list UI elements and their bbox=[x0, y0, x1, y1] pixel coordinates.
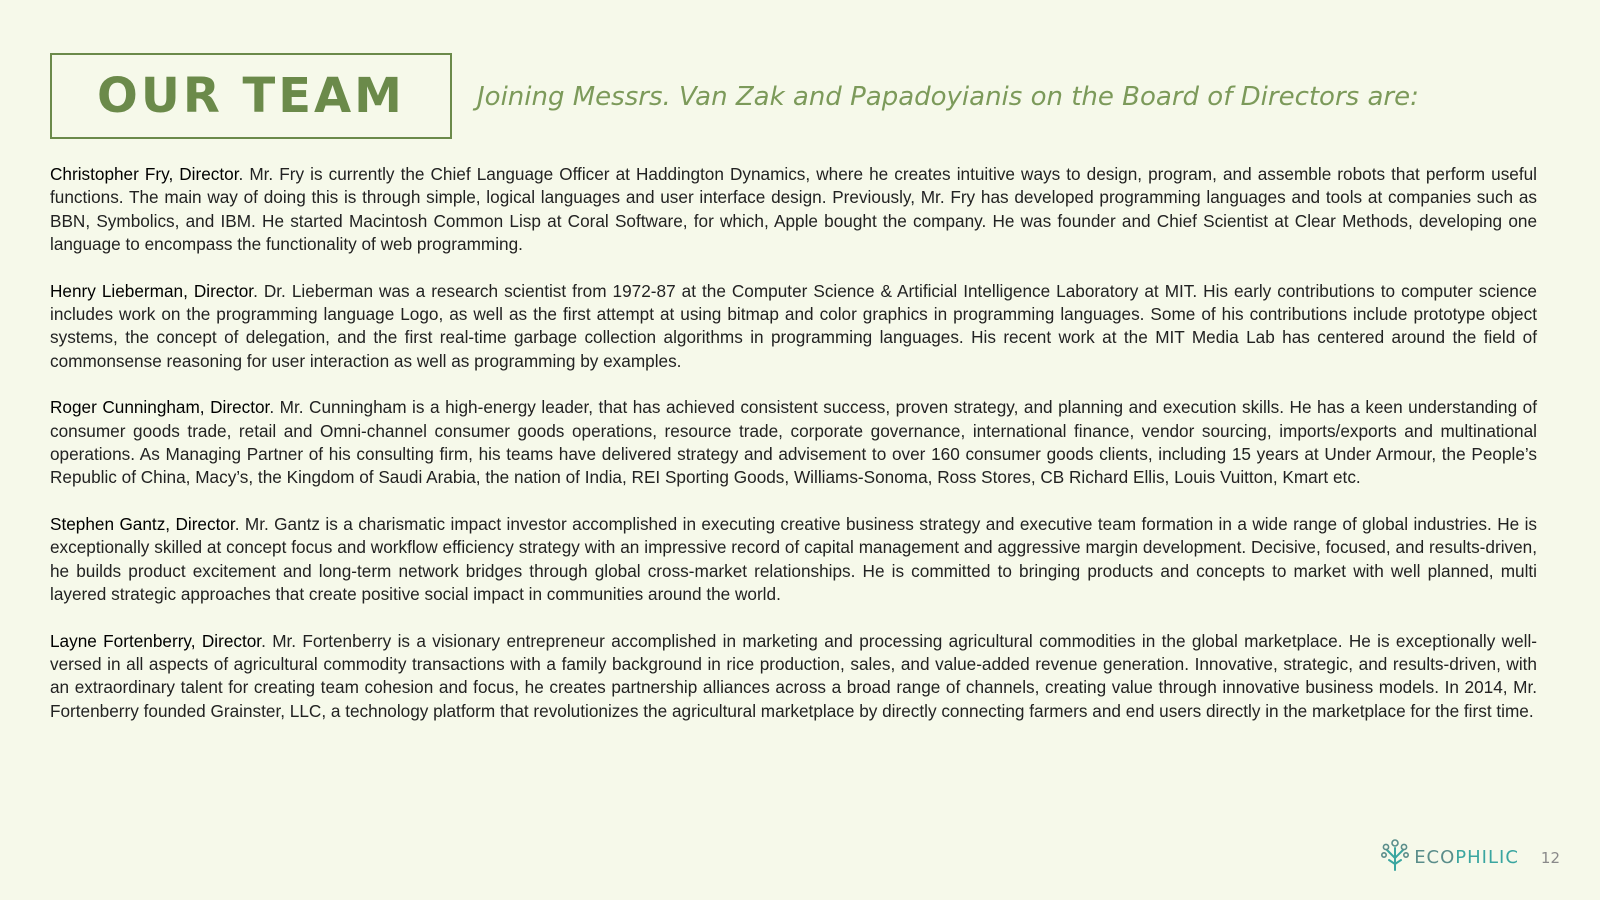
bio-text: . Mr. Fortenberry is a visionary entrepreneur accomplished in marketing and processing agricultural commodities in the global marketplace. He is exceptionally well-versed in all aspects of agricultural commodity transactions with a family background in rice production, sales, and value-added revenue generation. Innovative, strategic, and results-driven, with an extraordinary talent for creating team cohesion and focus, he creates partnership alliances across a broad range of channels, creating value through innovative business models. In 2014, Mr. Fortenberry founded Grainster, LLC, a technology platform that revolutionizes the agricultural marketplace by directly connecting farmers and end users directly in the marketplace for the first time. bbox=[50, 630, 1537, 721]
page-number: 12 bbox=[1540, 849, 1560, 867]
bio-paragraph bbox=[50, 630, 1537, 724]
bio-text: . Mr. Cunningham is a high-energy leader, that has achieved consistent success, proven strategy, and planning and execution skills. He has a keen understanding of consumer goods trade, retail and Omni-channel consumer goods operations, resource trade, corporate governance, international finance, vendor sourcing, imports/exports and multinational operations. As Managing Partner of his consulting firm, his teams have delivered strategy and advisement to over 160 consumer goods clients, including 15 years at Under Armour, the People’s Republic of China, Macy’s, the Kingdom of Saudi Arabia, the nation of India, REI Sporting Goods, Williams-Sonoma, Ross Stores, CB Richard Ellis, Louis Vuitton, Kmart etc. bbox=[50, 397, 1537, 488]
footer bbox=[1379, 836, 1560, 872]
bio-paragraph bbox=[50, 513, 1537, 607]
page-subtitle: Joining Messrs. Van Zak and Papadoyianis on the Board of Directors are: bbox=[477, 82, 1419, 112]
bio-name: Henry Lieberman, Director bbox=[50, 280, 254, 301]
bio-text: . Dr. Lieberman was a research scientist from 1972-87 at the Computer Science & Artificial Intelligence Laboratory at MIT. His early contributions to computer science includes work on the programming language Logo, as well as the first attempt at using bitmap and color graphics in programming languages. Some of his contributions include prototype object systems, the concept of delegation, and the first real-time garbage collection algorithms in programming languages. His recent work at the MIT Media Lab has centered around the field of commonsense reasoning for user interaction as well as programming by examples. bbox=[50, 280, 1537, 371]
logo-wordmark bbox=[1414, 847, 1519, 868]
tree-icon bbox=[1379, 836, 1411, 872]
director-bios bbox=[50, 163, 1537, 746]
bio-paragraph bbox=[50, 396, 1537, 490]
logo-eco: ECO bbox=[1414, 846, 1456, 868]
bio-paragraph bbox=[50, 280, 1537, 374]
bio-name: Stephen Gantz, Director bbox=[50, 513, 235, 534]
title-box bbox=[50, 53, 452, 139]
bio-paragraph bbox=[50, 163, 1537, 257]
bio-text: . Mr. Gantz is a charismatic impact investor accomplished in executing creative business strategy and executive team formation in a wide range of global industries. He is exceptionally skilled at concept focus and workflow efficiency strategy with an impressive record of capital management and aggressive margin development. Decisive, focused, and results-driven, he builds product excitement and long-term network bridges through global cross-market relationships. He is committed to bringing products and concepts to market with well planned, multi layered strategic approaches that create positive social impact in communities around the world. bbox=[50, 513, 1537, 605]
bio-name: Roger Cunningham, Director bbox=[50, 397, 270, 418]
bio-name: Christopher Fry, Director bbox=[50, 164, 239, 184]
logo-philic: PHILIC bbox=[1455, 846, 1519, 868]
bio-name: Layne Fortenberry, Director bbox=[50, 630, 262, 651]
page-title: OUR TEAM bbox=[97, 68, 405, 124]
ecophilic-logo bbox=[1379, 836, 1519, 872]
bio-text: . Mr. Fry is currently the Chief Language Officer at Haddington Dynamics, where he creates intuitive ways to design, program, and assemble robots that perform useful functions. The main way of doing this is through simple, logical languages and user interface design. Previously, Mr. Fry has developed programming languages and tools at companies such as BBN, Symbolics, and IBM. He started Macintosh Common Lisp at Coral Software, for which, Apple bought the company. He was founder and Chief Scientist at Clear Methods, developing one language to encompass the functionality of web programming. bbox=[50, 164, 1537, 255]
